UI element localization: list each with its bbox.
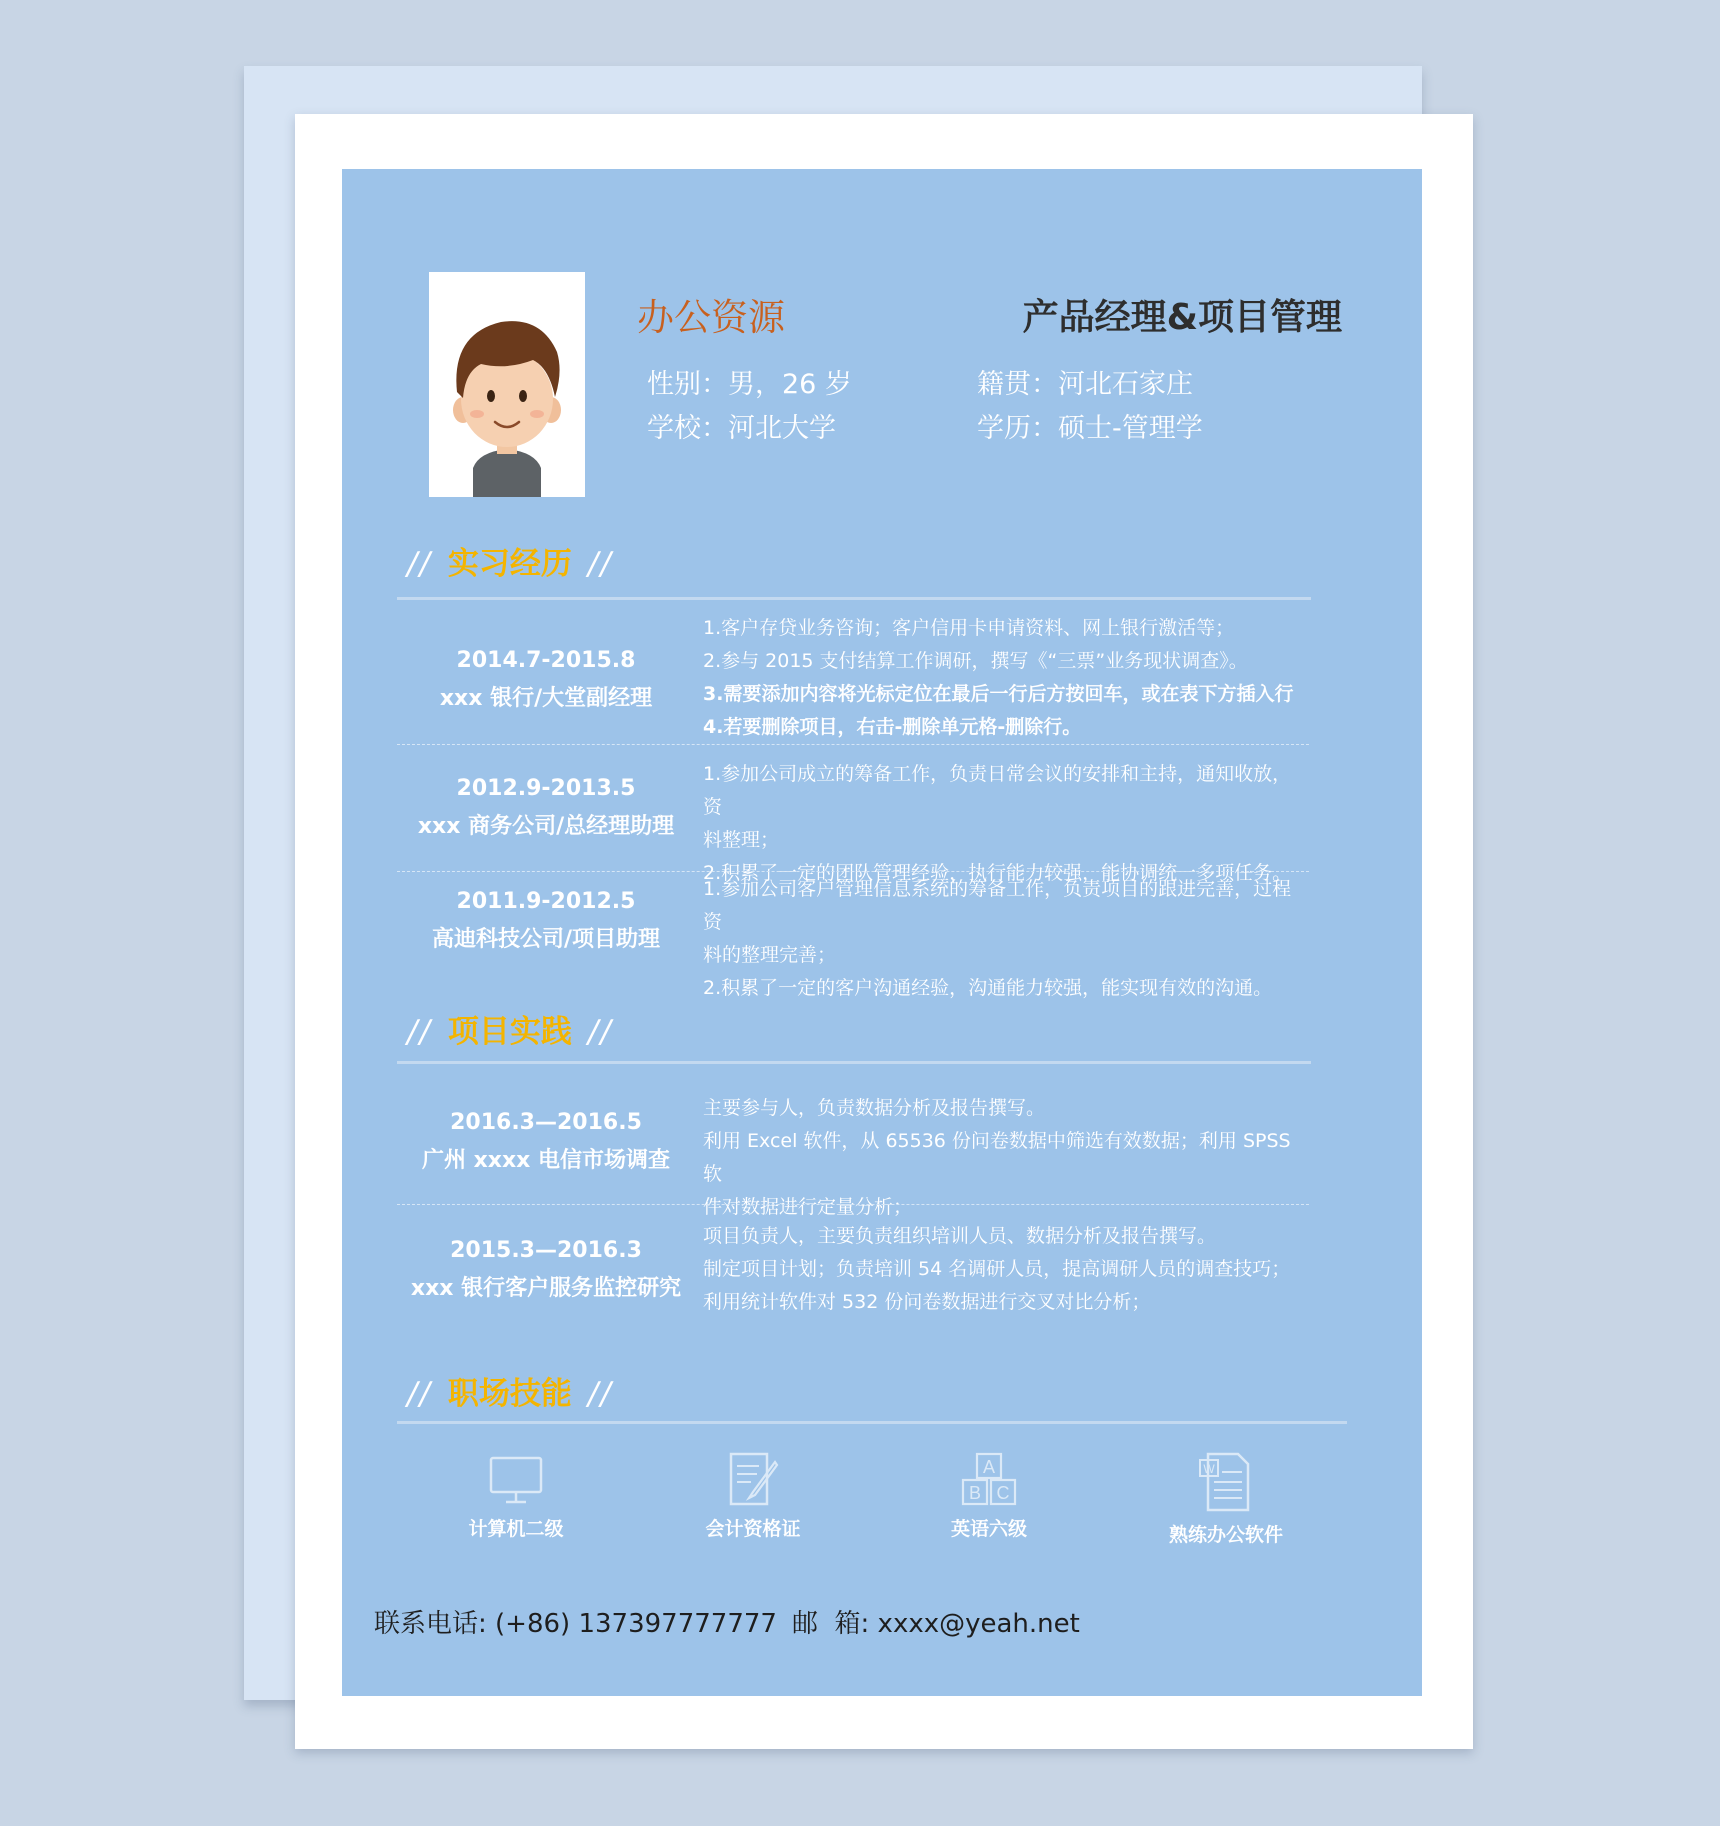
entry-left [397, 883, 695, 959]
skill-label: 计算机二级 [468, 1518, 564, 1540]
detail-line: 2.积累了一定的团队管理经验，执行能力较强，能协调统一多项任务。 [703, 862, 1292, 884]
svg-text:C: C [996, 1483, 1010, 1503]
entry-org: xxx 银行/大堂副经理 [439, 686, 653, 711]
section-divider [397, 597, 1311, 600]
svg-text:W: W [1203, 1462, 1215, 1476]
detail-line: 1.参加公司客户管理信息系统的筹备工作，负责项目的跟进完善，过程资 [703, 878, 1292, 933]
education: 学历：硕士-管理学 [977, 413, 1203, 444]
abc-blocks-icon [958, 1452, 1020, 1508]
internship-entry [397, 612, 1309, 742]
entry-divider [397, 871, 1309, 872]
section-divider [397, 1421, 1347, 1424]
entry-org: xxx 银行客户服务监控研究 [410, 1276, 682, 1301]
skill-office [1126, 1452, 1326, 1547]
title-slash: // [587, 546, 613, 582]
monitor-icon [486, 1452, 546, 1508]
section-title-text: 职场技能 [447, 1376, 572, 1412]
hometown: 籍贯：河北石家庄 [977, 369, 1193, 400]
candidate-name: 办公资源 [637, 296, 785, 339]
detail-line: 件对数据进行定量分析； [703, 1196, 913, 1218]
title-slash: // [407, 546, 432, 582]
section-title-internship [407, 542, 613, 586]
detail-line: 4.若要删除项目，右击-删除单元格-删除行。 [703, 716, 1082, 738]
project-entry [397, 1220, 1309, 1330]
entry-date: 2016.3—2016.5 [450, 1110, 642, 1135]
title-slash: // [587, 1014, 613, 1050]
entry-date: 2014.7-2015.8 [456, 648, 636, 673]
skill-label: 熟练办公软件 [1168, 1524, 1283, 1546]
entry-left [397, 1104, 695, 1180]
svg-text:A: A [982, 1457, 996, 1477]
entry-date: 2011.9-2012.5 [456, 889, 636, 914]
detail-line: 1.客户存贷业务咨询；客户信用卡申请资料、网上银行激活等； [703, 617, 1235, 639]
entry-divider [397, 1204, 1309, 1205]
skill-label: 会计资格证 [705, 1518, 801, 1540]
detail-line: 1.参加公司成立的筹备工作，负责日常会议的安排和主持，通知收放，资 [703, 763, 1292, 818]
detail-line: 主要参与人，负责数据分析及报告撰写。 [703, 1097, 1046, 1119]
title-slash: // [407, 1014, 432, 1050]
skill-accounting [653, 1452, 853, 1541]
detail-line: 料的整理完善； [703, 944, 837, 966]
entry-details [703, 612, 1309, 744]
contact-phone: 联系电话: (+86) 137397777777 [374, 1609, 777, 1639]
detail-line: 2.参与 2015 支付结算工作调研，撰写《“三票”业务现状调查》。 [703, 650, 1248, 672]
contact-email: 邮 箱: xxxx@yeah.net [792, 1609, 1080, 1639]
detail-line: 2.积累了一定的客户沟通经验，沟通能力较强，能实现有效的沟通。 [703, 977, 1273, 999]
entry-divider [397, 744, 1309, 745]
detail-line: 利用 Excel 软件，从 65536 份问卷数据中筛选有效数据；利用 SPSS 软 [703, 1130, 1291, 1185]
detail-line: 料整理； [703, 829, 780, 851]
certificate-icon [723, 1452, 783, 1508]
title-slash: // [407, 1376, 432, 1412]
job-title: 产品经理&项目管理 [1022, 297, 1342, 338]
avatar [429, 272, 585, 497]
detail-line: 制定项目计划；负责培训 54 名调研人员，提高调研人员的调查技巧； [703, 1258, 1291, 1280]
skill-english [889, 1452, 1089, 1541]
project-entry [397, 1092, 1309, 1218]
internship-entry [397, 758, 1309, 884]
section-divider [397, 1061, 1311, 1064]
word-document-icon [1196, 1452, 1256, 1514]
avatar-cartoon-icon [429, 272, 585, 497]
internship-entry [397, 873, 1309, 999]
section-title-text: 项目实践 [447, 1014, 572, 1050]
entry-org: 高迪科技公司/项目助理 [431, 927, 661, 952]
entry-details [703, 873, 1309, 1005]
entry-org: xxx 商务公司/总经理助理 [417, 814, 675, 839]
entry-left [397, 770, 695, 846]
detail-line: 3.需要添加内容将光标定位在最后一行后方按回车，或在表下方插入行 [703, 683, 1294, 705]
entry-date: 2015.3—2016.3 [450, 1238, 642, 1263]
entry-org: 广州 xxxx 电信市场调查 [421, 1148, 671, 1173]
skill-computer [416, 1452, 616, 1541]
school: 学校：河北大学 [647, 413, 836, 444]
svg-text:B: B [968, 1483, 982, 1503]
detail-line: 利用统计软件对 532 份问卷数据进行交叉对比分析； [703, 1291, 1151, 1313]
entry-details [703, 1220, 1309, 1319]
gender-age: 性别：男，26 岁 [647, 369, 852, 400]
title-slash: // [587, 1376, 613, 1412]
section-title-projects [407, 1010, 613, 1054]
entry-left [397, 642, 695, 718]
skill-label: 英语六级 [950, 1518, 1027, 1540]
entry-date: 2012.9-2013.5 [456, 776, 636, 801]
section-title-skills [407, 1372, 613, 1416]
detail-line: 项目负责人，主要负责组织培训人员、数据分析及报告撰写。 [703, 1225, 1217, 1247]
entry-left [397, 1232, 695, 1308]
section-title-text: 实习经历 [447, 546, 572, 582]
